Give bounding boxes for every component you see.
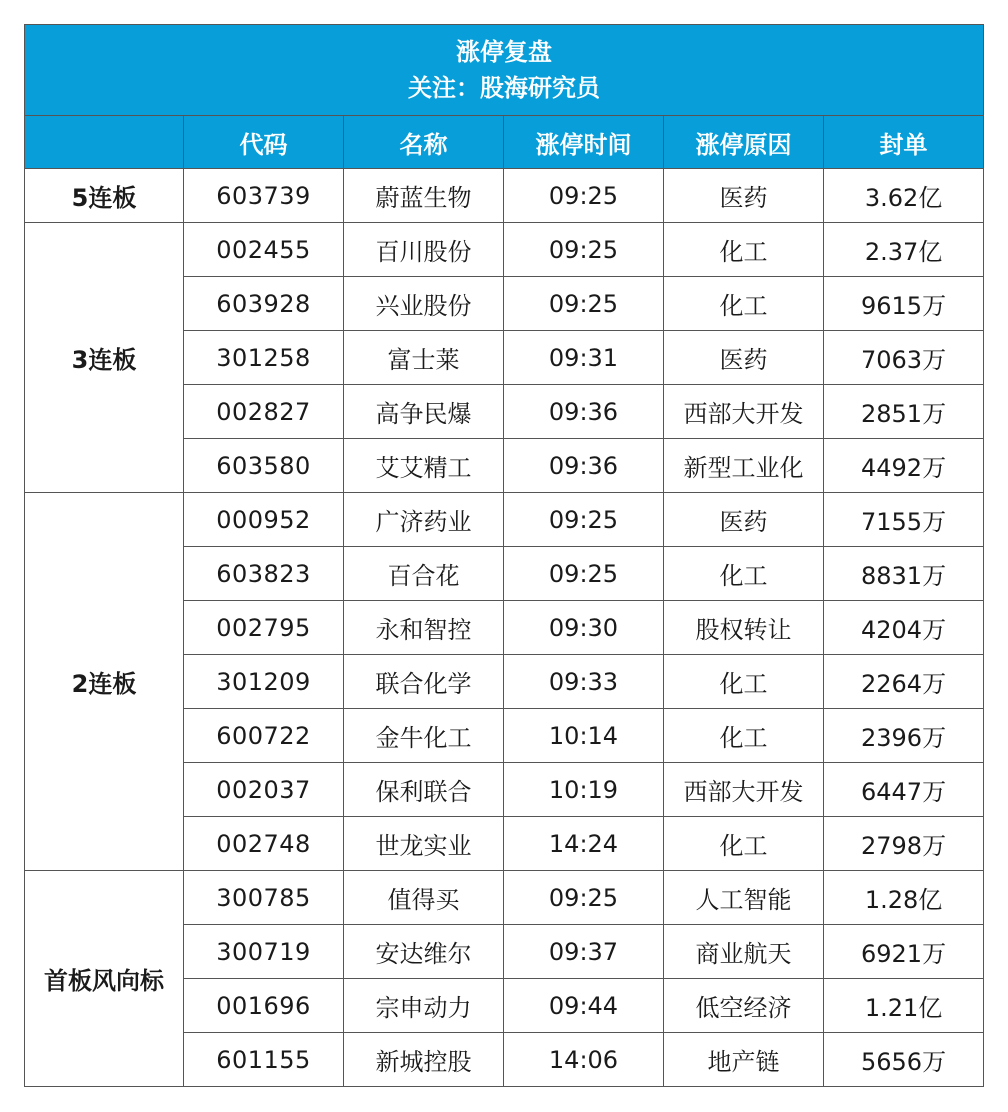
limit-up-reason: 新型工业化	[664, 439, 824, 493]
header-group	[25, 116, 184, 169]
seal-amount: 6921万	[824, 925, 984, 979]
limit-up-review-table	[24, 24, 984, 1087]
seal-amount: 4492万	[824, 439, 984, 493]
seal-amount: 9615万	[824, 277, 984, 331]
stock-code: 301209	[184, 655, 344, 709]
seal-amount: 8831万	[824, 547, 984, 601]
stock-name: 富士莱	[344, 331, 504, 385]
header-code: 代码	[184, 116, 344, 169]
limit-up-reason: 西部大开发	[664, 385, 824, 439]
limit-up-time: 09:25	[504, 493, 664, 547]
limit-up-reason: 化工	[664, 223, 824, 277]
limit-up-time: 09:31	[504, 331, 664, 385]
seal-amount: 2.37亿	[824, 223, 984, 277]
limit-up-time: 09:37	[504, 925, 664, 979]
stock-code: 002827	[184, 385, 344, 439]
stock-name: 永和智控	[344, 601, 504, 655]
limit-up-reason: 医药	[664, 493, 824, 547]
stock-name: 高争民爆	[344, 385, 504, 439]
limit-up-time: 09:36	[504, 439, 664, 493]
stock-code: 601155	[184, 1033, 344, 1087]
seal-amount: 2851万	[824, 385, 984, 439]
limit-up-time: 10:19	[504, 763, 664, 817]
limit-up-reason: 低空经济	[664, 979, 824, 1033]
seal-amount: 2798万	[824, 817, 984, 871]
title-cell	[25, 25, 984, 116]
limit-up-time: 09:25	[504, 223, 664, 277]
stock-name: 值得买	[344, 871, 504, 925]
stock-code: 301258	[184, 331, 344, 385]
limit-up-reason: 医药	[664, 331, 824, 385]
stock-code: 002455	[184, 223, 344, 277]
seal-amount: 1.28亿	[824, 871, 984, 925]
header-seal: 封单	[824, 116, 984, 169]
seal-amount: 3.62亿	[824, 169, 984, 223]
stock-code: 600722	[184, 709, 344, 763]
stock-name: 金牛化工	[344, 709, 504, 763]
seal-amount: 7063万	[824, 331, 984, 385]
table-row	[25, 493, 984, 547]
table-title: 涨停复盘	[456, 38, 553, 66]
header-time: 涨停时间	[504, 116, 664, 169]
limit-up-reason: 股权转让	[664, 601, 824, 655]
stock-code: 300719	[184, 925, 344, 979]
seal-amount: 7155万	[824, 493, 984, 547]
stock-code: 300785	[184, 871, 344, 925]
limit-up-time: 09:25	[504, 169, 664, 223]
stock-name: 宗申动力	[344, 979, 504, 1033]
title-row	[25, 25, 984, 116]
seal-amount: 1.21亿	[824, 979, 984, 1033]
board-group-label: 2连板	[25, 493, 184, 871]
limit-up-time: 09:33	[504, 655, 664, 709]
table-body	[25, 169, 984, 1087]
stock-name: 世龙实业	[344, 817, 504, 871]
seal-amount: 2264万	[824, 655, 984, 709]
table-row	[25, 223, 984, 277]
table-row	[25, 169, 984, 223]
stock-code: 001696	[184, 979, 344, 1033]
stock-name: 百川股份	[344, 223, 504, 277]
stock-name: 艾艾精工	[344, 439, 504, 493]
stock-name: 安达维尔	[344, 925, 504, 979]
board-group-label: 首板风向标	[25, 871, 184, 1087]
limit-up-time: 09:25	[504, 871, 664, 925]
stock-code: 000952	[184, 493, 344, 547]
limit-up-reason: 人工智能	[664, 871, 824, 925]
seal-amount: 2396万	[824, 709, 984, 763]
stock-name: 百合花	[344, 547, 504, 601]
limit-up-time: 09:25	[504, 277, 664, 331]
limit-up-reason: 化工	[664, 277, 824, 331]
seal-amount: 4204万	[824, 601, 984, 655]
stock-name: 兴业股份	[344, 277, 504, 331]
limit-up-reason: 化工	[664, 547, 824, 601]
header-row	[25, 116, 984, 169]
limit-up-reason: 西部大开发	[664, 763, 824, 817]
stock-code: 603739	[184, 169, 344, 223]
stock-name: 广济药业	[344, 493, 504, 547]
limit-up-time: 09:30	[504, 601, 664, 655]
stock-name: 联合化学	[344, 655, 504, 709]
board-group-label: 3连板	[25, 223, 184, 493]
stock-code: 002037	[184, 763, 344, 817]
limit-up-reason: 化工	[664, 655, 824, 709]
stock-code: 603823	[184, 547, 344, 601]
stock-code: 002795	[184, 601, 344, 655]
stock-name: 蔚蓝生物	[344, 169, 504, 223]
header-name: 名称	[344, 116, 504, 169]
board-group-label: 5连板	[25, 169, 184, 223]
limit-up-time: 09:36	[504, 385, 664, 439]
stock-name: 保利联合	[344, 763, 504, 817]
limit-up-time: 09:44	[504, 979, 664, 1033]
stock-name: 新城控股	[344, 1033, 504, 1087]
seal-amount: 6447万	[824, 763, 984, 817]
table-row	[25, 871, 984, 925]
stock-code: 603928	[184, 277, 344, 331]
seal-amount: 5656万	[824, 1033, 984, 1087]
limit-up-time: 14:06	[504, 1033, 664, 1087]
limit-up-time: 10:14	[504, 709, 664, 763]
stock-code: 002748	[184, 817, 344, 871]
limit-up-time: 09:25	[504, 547, 664, 601]
limit-up-reason: 商业航天	[664, 925, 824, 979]
table-subtitle: 关注：股海研究员	[408, 74, 601, 102]
header-reason: 涨停原因	[664, 116, 824, 169]
limit-up-reason: 地产链	[664, 1033, 824, 1087]
limit-up-time: 14:24	[504, 817, 664, 871]
limit-up-reason: 医药	[664, 169, 824, 223]
limit-up-reason: 化工	[664, 709, 824, 763]
stock-code: 603580	[184, 439, 344, 493]
limit-up-reason: 化工	[664, 817, 824, 871]
